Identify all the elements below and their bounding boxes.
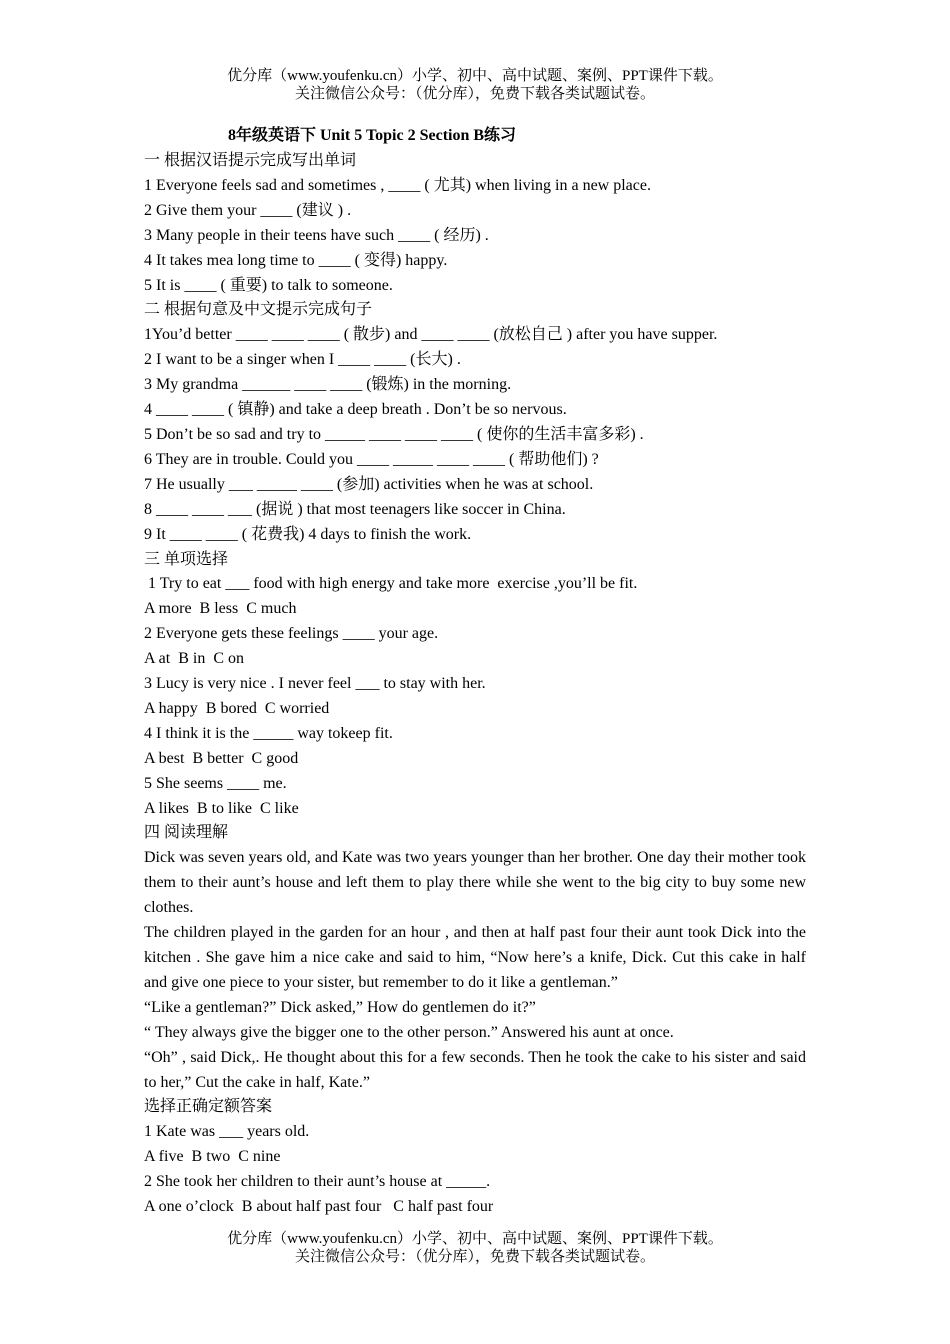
- reading-paragraph: “ They always give the bigger one to the other person.” Answered his aunt at once.: [144, 1023, 674, 1041]
- question-item: 4 It takes mea long time to ____ ( 变得) happy.: [144, 251, 448, 269]
- reading-instruction: 选择正确定额答案: [144, 1098, 273, 1116]
- question-options: A five B two C nine: [144, 1148, 281, 1166]
- question-item: 3 My grandma ______ ____ ____ (锻炼) in the morning.: [144, 376, 512, 394]
- section-3-heading: 三 单项选择: [144, 550, 229, 568]
- page-header: [0, 67, 950, 103]
- question-item: 2 I want to be a singer when I ____ ____ (长大) .: [144, 351, 461, 369]
- question-options: A more B less C much: [144, 600, 297, 618]
- section-4-heading: 四 阅读理解: [144, 824, 229, 842]
- reading-paragraph: Dick was seven years old, and Kate was two years younger than her brother. One day their mother took them to their aunt’s house and left them to play there while she went to the big city to buy some new clothes.: [144, 849, 806, 917]
- question-options: A happy B bored C worried: [144, 699, 330, 717]
- footer-line-1: 优分库（www.youfenku.cn）小学、初中、高中试题、案例、PPT课件下载。: [227, 1231, 723, 1247]
- question-text: 2 She took her children to their aunt’s house at _____.: [144, 1173, 491, 1191]
- question-item: 3 Many people in their teens have such ____ ( 经历) .: [144, 226, 489, 244]
- question-item: 7 He usually ___ _____ ____ (参加) activities when he was at school.: [144, 475, 594, 493]
- question-text: 2 Everyone gets these feelings ____ your age.: [144, 625, 439, 643]
- question-item: 1You’d better ____ ____ ____ ( 散步) and ____ ____ (放松自己 ) after you have supper.: [144, 326, 718, 344]
- question-item: 6 They are in trouble. Could you ____ _____ ____ ____ ( 帮助他们) ?: [144, 450, 599, 468]
- question-text: 1 Kate was ___ years old.: [144, 1123, 310, 1141]
- question-item: 2 Give them your ____ (建议 ) .: [144, 201, 352, 219]
- question-item: 9 It ____ ____ ( 花费我) 4 days to finish the work.: [144, 525, 472, 543]
- question-options: A likes B to like C like: [144, 799, 299, 817]
- question-text: 5 She seems ____ me.: [144, 774, 287, 792]
- reading-paragraph: “Oh” , said Dick,. He thought about this for a few seconds. Then he took the cake to his sister and said to her,” Cut the cake in half, Kate.”: [144, 1048, 806, 1091]
- question-options: A best B better C good: [144, 749, 299, 767]
- question-options: A one o’clock B about half past four C half past four: [144, 1198, 494, 1216]
- question-item: 8 ____ ____ ___ (据说 ) that most teenagers like soccer in China.: [144, 500, 566, 518]
- question-text: 4 I think it is the _____ way tokeep fit.: [144, 724, 393, 742]
- page-footer: [0, 1230, 950, 1266]
- document-title: 8年级英语下 Unit 5 Topic 2 Section B练习: [228, 127, 517, 144]
- document-body: [144, 124, 806, 1220]
- question-text: 1 Try to eat ___ food with high energy and take more exercise ,you’ll be fit.: [144, 575, 638, 593]
- question-options: A at B in C on: [144, 650, 245, 668]
- reading-paragraph: “Like a gentleman?” Dick asked,” How do gentlemen do it?”: [144, 998, 536, 1016]
- header-line-1: 优分库（www.youfenku.cn）小学、初中、高中试题、案例、PPT课件下载。: [227, 68, 723, 84]
- question-text: 3 Lucy is very nice . I never feel ___ to stay with her.: [144, 675, 486, 693]
- question-item: 1 Everyone feels sad and sometimes , ____ ( 尤其) when living in a new place.: [144, 176, 651, 194]
- footer-line-2: 关注微信公众号：（优分库），免费下载各类试题试卷。: [294, 1249, 655, 1265]
- section-2-heading: 二 根据句意及中文提示完成句子: [144, 301, 373, 319]
- question-item: 5 Don’t be so sad and try to _____ ____ ____ ____ ( 使你的生活丰富多彩) .: [144, 425, 644, 443]
- reading-paragraph: The children played in the garden for an hour , and then at half past four their aunt took Dick into the kitchen . She gave him a nice cake and said to him, “Now here’s a knife, Dick. Cut this cake in half and give one piece to your sister, but remember to do it like a gentleman.”: [144, 924, 806, 991]
- header-line-2: 关注微信公众号：（优分库），免费下载各类试题试卷。: [294, 86, 655, 102]
- question-item: 5 It is ____ ( 重要) to talk to someone.: [144, 276, 393, 294]
- section-1-heading: 一 根据汉语提示完成写出单词: [144, 152, 357, 169]
- question-item: 4 ____ ____ ( 镇静) and take a deep breath . Don’t be so nervous.: [144, 401, 567, 419]
